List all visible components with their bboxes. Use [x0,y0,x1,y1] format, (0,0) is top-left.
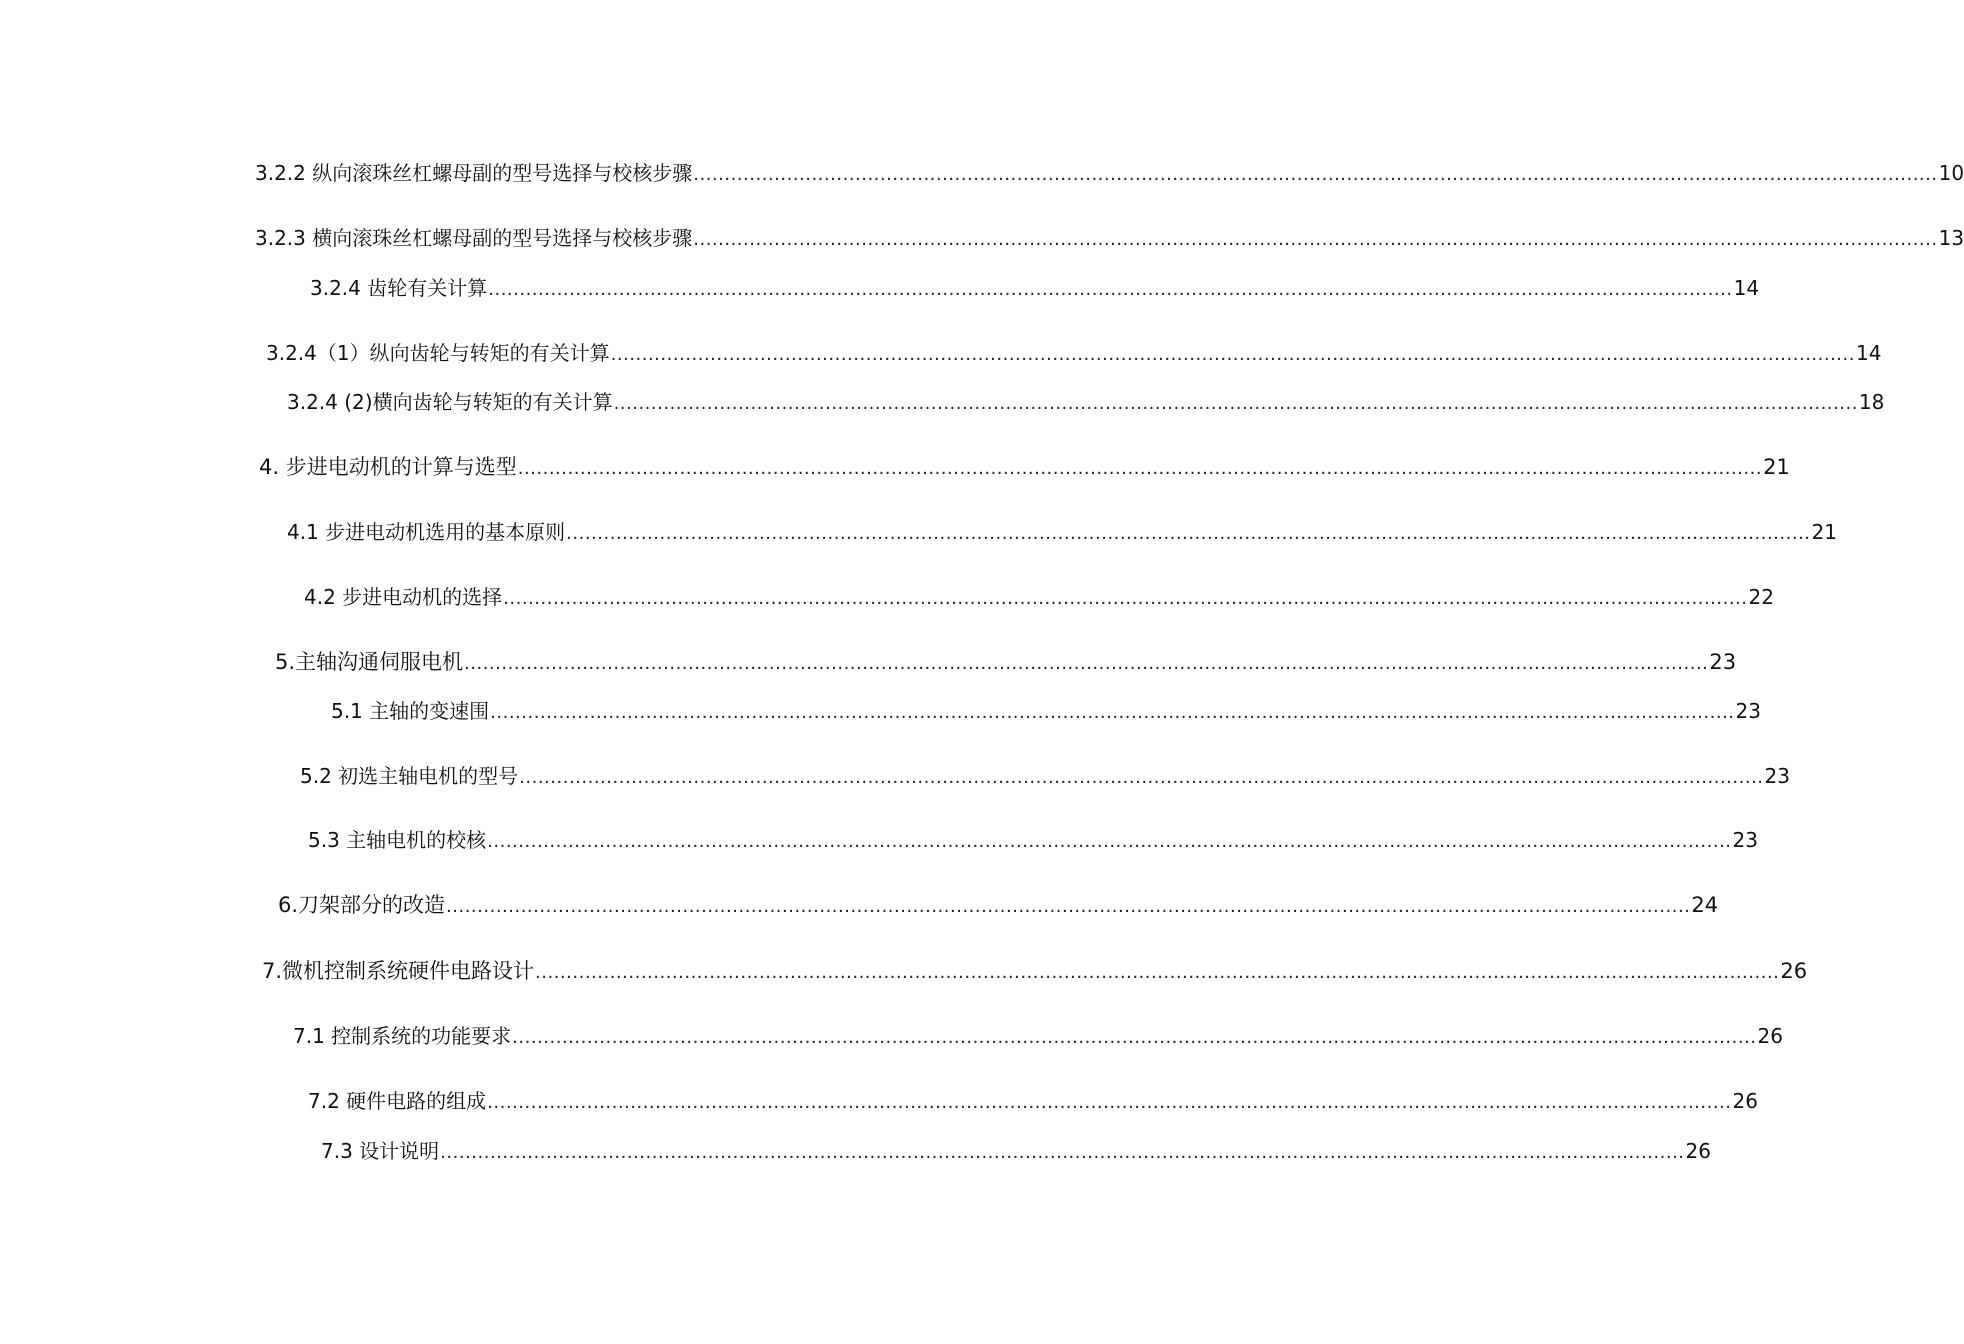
toc-entry-title: 7.3 设计说明 [321,1139,440,1163]
toc-dot-leader: ........................................................................................................................................................................................................ [613,393,1858,414]
toc-page-number: 26 [1685,1139,1711,1163]
toc-dot-leader: ........................................................................................................................................................................................................ [512,1027,1757,1048]
toc-page-number: 21 [1763,455,1790,479]
toc-entry[interactable] [259,454,1790,480]
toc-dot-leader: ........................................................................................................................................................................................................ [693,164,1938,185]
toc-entry[interactable] [275,649,1737,675]
toc-page-number: 21 [1811,520,1837,544]
toc-entry[interactable] [310,275,1760,301]
toc-dot-leader: ........................................................................................................................................................................................................ [440,1142,1685,1163]
toc-entry-title: 5.2 初选主轴电机的型号 [300,764,519,788]
toc-entry[interactable] [331,698,1761,724]
toc-entry[interactable] [278,892,1719,918]
toc-page-number: 22 [1748,585,1774,609]
toc-entry[interactable] [293,1023,1783,1049]
toc-entry[interactable] [255,225,1964,251]
toc-dot-leader: ........................................................................................................................................................................................................ [487,831,1732,852]
toc-page-number: 23 [1764,764,1790,788]
toc-page-number: 23 [1709,650,1737,674]
toc-dot-leader: ........................................................................................................................................................................................................ [519,767,1764,788]
toc-page-number: 26 [1732,1089,1758,1113]
toc-entry[interactable] [308,827,1758,853]
toc-entry[interactable] [321,1138,1711,1164]
toc-dot-leader: ........................................................................................................................................................................................................ [517,458,1763,479]
toc-dot-leader: ........................................................................................................................................................................................................ [693,229,1938,250]
toc-entry[interactable] [304,584,1774,610]
toc-dot-leader: ........................................................................................................................................................................................................ [535,962,1780,983]
toc-entry-title: 3.2.4 (2)横向齿轮与转矩的有关计算 [287,390,613,414]
toc-entry-title: 5.主轴沟通伺服电机 [275,650,464,674]
toc-entry[interactable] [255,160,1964,186]
toc-page-number: 26 [1757,1024,1783,1048]
toc-dot-leader: ........................................................................................................................................................................................................ [487,1092,1732,1113]
toc-entry[interactable] [287,519,1837,545]
toc-entry[interactable] [300,763,1790,789]
toc-page-number: 23 [1735,699,1761,723]
toc-entry[interactable] [287,389,1885,415]
toc-entry-title: 3.2.4 齿轮有关计算 [310,276,488,300]
toc-dot-leader: ........................................................................................................................................................................................................ [566,523,1811,544]
toc-page-number: 10 [1938,161,1964,185]
toc-entry-title: 3.2.3 横向滚珠丝杠螺母副的型号选择与校核步骤 [255,226,693,250]
toc-page-number: 14 [1733,276,1760,300]
toc-entry-title: 3.2.4（1）纵向齿轮与转矩的有关计算 [266,341,610,365]
toc-page-number: 24 [1691,893,1719,917]
toc-entry[interactable] [262,958,1808,984]
toc-entry-title: 4.2 步进电动机的选择 [304,585,503,609]
toc-page-number: 18 [1858,390,1885,414]
toc-entry-title: 5.1 主轴的变速围 [331,699,490,723]
toc-page-number: 26 [1780,959,1808,983]
toc-entry[interactable] [266,340,1882,366]
toc-dot-leader: ........................................................................................................................................................................................................ [464,653,1709,674]
toc-entry-title: 7.2 硬件电路的组成 [308,1089,487,1113]
toc-dot-leader: ........................................................................................................................................................................................................ [610,344,1855,365]
toc-entry-title: 4. 步进电动机的计算与选型 [259,455,517,479]
toc-entry-title: 4.1 步进电动机选用的基本原则 [287,520,566,544]
toc-dot-leader: ........................................................................................................................................................................................................ [488,279,1733,300]
toc-dot-leader: ........................................................................................................................................................................................................ [503,588,1748,609]
toc-entry-title: 5.3 主轴电机的校核 [308,828,487,852]
toc-entry-title: 6.刀架部分的改造 [278,893,446,917]
toc-entry-title: 7.1 控制系统的功能要求 [293,1024,512,1048]
toc-dot-leader: ........................................................................................................................................................................................................ [490,702,1735,723]
toc-dot-leader: ........................................................................................................................................................................................................ [446,896,1691,917]
toc-page-number: 13 [1938,226,1964,250]
toc-entry[interactable] [308,1088,1758,1114]
toc-entry-title: 3.2.2 纵向滚珠丝杠螺母副的型号选择与校核步骤 [255,161,693,185]
toc-page-number: 14 [1855,341,1882,365]
toc-entry-title: 7.微机控制系统硬件电路设计 [262,959,535,983]
toc-page-number: 23 [1732,828,1758,852]
